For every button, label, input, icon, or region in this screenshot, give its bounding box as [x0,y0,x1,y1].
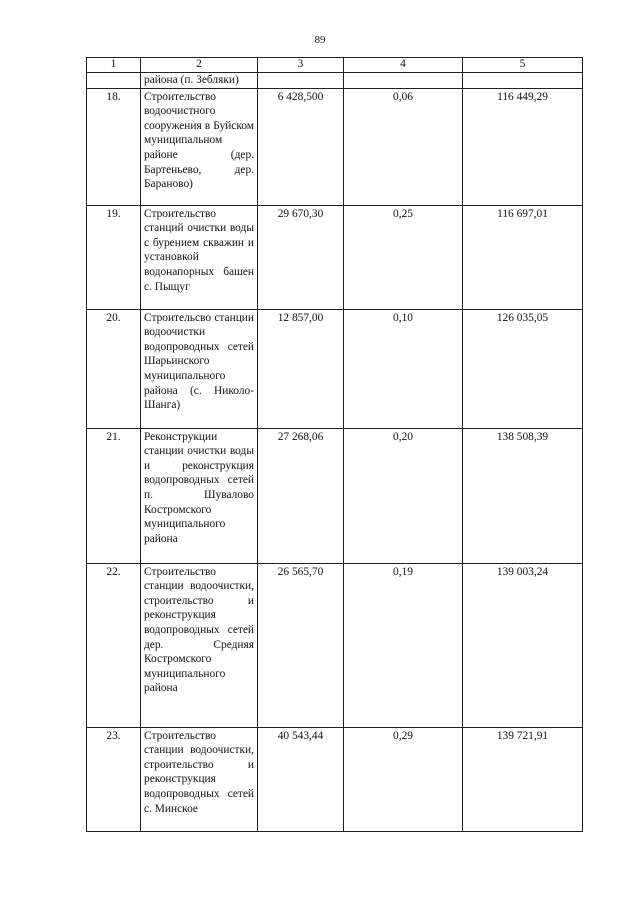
project-name-cell: Строительство станций очистки воды с бурением скважин и установкой водонапорных башен с. Пыщуг [141,205,258,309]
row-number-cell: 23. [87,727,141,831]
column-header: 3 [258,58,344,73]
cost-cell: 26 565,70 [258,563,344,727]
column-header: 4 [344,58,463,73]
total-cell: 116 697,01 [463,205,583,309]
table-row [87,205,583,309]
column-header: 2 [141,58,258,73]
cost-cell: 29 670,30 [258,205,344,309]
page-number: 89 [314,34,326,46]
cost-cell: 40 543,44 [258,727,344,831]
project-name-cell: Строительсво станции водоочистки водопроводных сетей Шарьинского муниципального района (с. Николо-Шанга) [141,309,258,428]
row-number-cell: 20. [87,309,141,428]
power-cell: 0,19 [344,563,463,727]
row-number-cell: 19. [87,205,141,309]
cost-cell: 12 857,00 [258,309,344,428]
project-name-cell: района (п. Зебляки) [141,73,258,89]
cost-cell: 27 268,06 [258,428,344,563]
project-name-cell: Строительство водоочистного сооружения в Буйском муниципальном районе (дер. Бартеньево, дер. Бараново) [141,88,258,205]
power-cell: 0,29 [344,727,463,831]
column-header: 5 [463,58,583,73]
table-row [87,88,583,205]
table-row-continuation [87,73,583,89]
total-cell: 116 449,29 [463,88,583,205]
table-row [87,563,583,727]
row-number-cell: 18. [87,88,141,205]
row-number-cell: 22. [87,563,141,727]
row-number-cell [87,73,141,89]
cost-cell [258,73,344,89]
project-name-cell: Реконструкции станции очистки воды и реконструкция водопроводных сетей п. Шувалово Костромского муниципального района [141,428,258,563]
total-cell [463,73,583,89]
power-cell: 0,25 [344,205,463,309]
power-cell: 0,20 [344,428,463,563]
total-cell: 126 035,05 [463,309,583,428]
power-cell [344,73,463,89]
power-cell: 0,06 [344,88,463,205]
project-name-cell: Строительство станции водоочистки, строительство и реконструкция водопроводных сетей с. Минское [141,727,258,831]
table-row [87,727,583,831]
cost-cell: 6 428,500 [258,88,344,205]
column-header: 1 [87,58,141,73]
total-cell: 139 721,91 [463,727,583,831]
project-name-cell: Строительство станции водоочистки, строительство и реконструкция водопроводных сетей дер. Средняя Костромского муниципального района [141,563,258,727]
row-number-cell: 21. [87,428,141,563]
table-row [87,309,583,428]
projects-table [86,57,583,832]
total-cell: 139 003,24 [463,563,583,727]
power-cell: 0,10 [344,309,463,428]
table-row [87,428,583,563]
table-header-row [87,58,583,73]
total-cell: 138 508,39 [463,428,583,563]
